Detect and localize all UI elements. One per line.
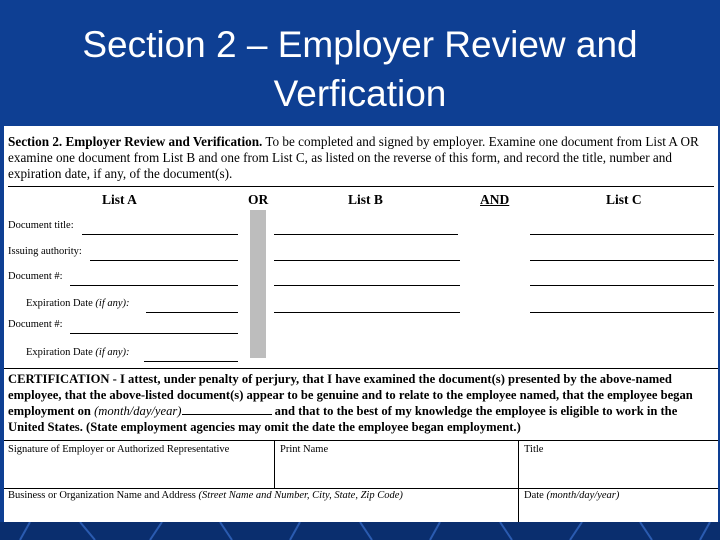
- expiration-date-2-text: Expiration Date: [26, 347, 96, 358]
- slide-title-line-2: Verfication: [273, 73, 447, 114]
- business-address-hint: (Street Name and Number, City, State, Zip Code): [198, 490, 403, 501]
- list-c-expiration-date-field[interactable]: [530, 312, 714, 313]
- certification-text-2: and that to the best of my knowledge the employee is eligible to work in the United States. (State employment agencies may omit the date the employee began employment.): [8, 404, 678, 434]
- business-address-text: Business or Organization Name and Address: [8, 490, 199, 501]
- start-date-field[interactable]: [182, 403, 272, 415]
- list-separator-bar: [250, 210, 266, 358]
- intro-divider: [8, 186, 714, 187]
- business-address-label: [8, 490, 403, 501]
- list-b-document-number-field[interactable]: [274, 285, 460, 286]
- list-a-expiration-date-2-field[interactable]: [144, 361, 238, 362]
- certification-divider: [4, 368, 718, 369]
- section-heading: Section 2. Employer Review and Verification.: [8, 134, 263, 149]
- signature-divider: [4, 440, 718, 441]
- expiration-date-2-hint: (if any):: [95, 347, 130, 358]
- list-c-heading: List C: [606, 192, 642, 207]
- title-label: Title: [524, 444, 544, 455]
- slide-title: [0, 20, 720, 118]
- or-heading: OR: [248, 192, 269, 207]
- list-b-heading: List B: [348, 192, 383, 207]
- list-a-document-title-field[interactable]: [82, 234, 238, 235]
- list-c-document-title-field[interactable]: [530, 234, 714, 235]
- list-b-document-title-field[interactable]: [274, 234, 458, 235]
- address-divider: [4, 488, 718, 489]
- document-title-label: Document title:: [8, 220, 74, 231]
- date-hint: (month/day/year): [546, 490, 620, 501]
- expiration-date-hint: (if any):: [95, 298, 130, 309]
- list-a-heading: List A: [102, 192, 137, 207]
- expiration-date-text: Expiration Date: [26, 298, 96, 309]
- date-text: Date: [524, 490, 547, 501]
- expiration-date-label: [26, 298, 130, 309]
- section-instructions: To be completed and signed by employer. Examine one document from List A OR examine one document from List B and one from List C, as listed on the reverse of this form, and record the title, number and expiration date, if any, of the document(s).: [8, 134, 699, 181]
- list-a-issuing-authority-field[interactable]: [90, 260, 238, 261]
- list-c-issuing-authority-field[interactable]: [530, 260, 714, 261]
- start-date-hint: (month/day/year): [94, 404, 182, 418]
- document-number-label: Document #:: [8, 271, 63, 282]
- and-heading: AND: [480, 192, 510, 207]
- issuing-authority-label: Issuing authority:: [8, 246, 82, 257]
- slide-title-line-1: Section 2 – Employer Review and: [82, 24, 638, 65]
- print-name-label: Print Name: [280, 444, 329, 455]
- list-a-document-number-2-field[interactable]: [70, 333, 238, 334]
- expiration-date-2-label: [26, 347, 130, 358]
- section-intro: [8, 134, 714, 182]
- slide-footer-pattern: [0, 522, 720, 540]
- certification-statement: [8, 371, 716, 435]
- list-a-document-number-field[interactable]: [70, 285, 238, 286]
- list-a-expiration-date-field[interactable]: [146, 312, 238, 313]
- signature-label: Signature of Employer or Authorized Representative: [8, 444, 230, 455]
- signature-column-divider-2: [518, 440, 519, 522]
- list-b-expiration-date-field[interactable]: [274, 312, 460, 313]
- signature-column-divider-1: [274, 440, 275, 488]
- date-label: [524, 490, 619, 501]
- list-b-issuing-authority-field[interactable]: [274, 260, 460, 261]
- certification-text-1: CERTIFICATION - I attest, under penalty of perjury, that I have examined the document(s) presented by the above-named employee, that the above-listed document(s) appear to be genuine and to relate to the employee named, that the employee began employment on: [8, 372, 693, 418]
- i9-section-2-form: [4, 126, 718, 522]
- list-c-document-number-field[interactable]: [530, 285, 714, 286]
- document-number-2-label: Document #:: [8, 319, 63, 330]
